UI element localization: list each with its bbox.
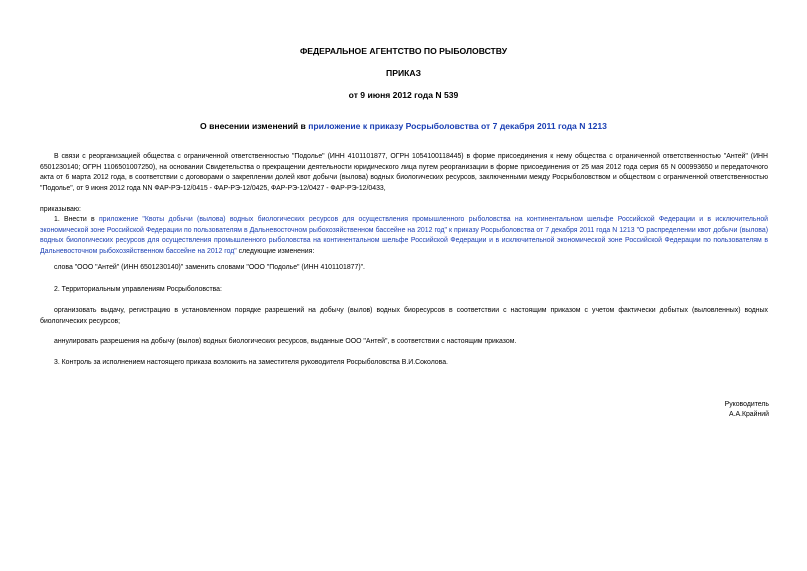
item-2a-paragraph: организовать выдачу, регистрацию в установленном порядке разрешений на добычу (вылов) водных биоресурсов в соответствии с настоящим приказом с учетом фактически добытых (выловленных) водных биологических ресурсов; [40,307,768,325]
document-type: ПРИКАЗ [386,68,421,78]
item-2-paragraph: 2. Территориальным управлениям Росрыболовства: [54,286,222,293]
preamble-paragraph: В связи с реорганизацией общества с ограниченной ответственностью "Подолье" (ИНН 4101101877, ОГРН 1054100118445) в форме присоединения к нему общества с ограниченной ответственностью "Антей" (ИНН 6501230140; ОГРН 1106501007250), на основании Свидетельства о прекращении деятельности юридического лица путем реорганизации в форме присоединения от 25 мая 2012 года серия 65 N 000993650 и передаточного акта от 6 марта 2012 года, в соответствии с договорами о закреплении долей квот добычи (вылова) водных биологических ресурсов, заключенными между Росрыболовством и обществом с ограниченной ответственностью "Подолье", от 9 июня 2012 года NN ФАР-РЭ-12/0415 - ФАР-РЭ-12/0425, ФАР-РЭ-12/0427 - ФАР-РЭ-12/0433, [40,153,768,192]
replace-line: слова "ООО "Антей" (ИНН 6501230140)" заменить словами "ООО "Подолье" (ИНН 4101101877)". [54,264,365,271]
item-3-paragraph: 3. Контроль за исполнением настоящего приказа возложить на заместителя руководителя Росрыболовства В.И.Соколова. [54,359,448,366]
item-1-link[interactable]: приложение "Квоты добычи (вылова) водных биологических ресурсов для осуществления промышленного рыболовства на континентальном шельфе Российской Федерации и в исключительной экономической зоне Российской Федерации по пользователям в Дальневосточном рыбохозяйственном бассейне на 2012 год" к приказу Росрыболовства от 7 декабря 2011 года N 1213 "О распределении квот добычи (вылова) водных биологических ресурсов для осуществления промышленного рыболовства на континентальном шельфе Российской Федерации и в исключительной экономической зоне Российской Федерации по пользователям в Дальневосточном рыбохозяйственном бассейне на 2012 год" [40,216,768,255]
order-word: приказываю: [40,206,81,213]
item-1-paragraph [40,215,768,257]
document-subject [0,121,807,132]
subject-link[interactable]: приложение к приказу Росрыболовства от 7 декабря 2011 года N 1213 [308,121,607,131]
agency-title: ФЕДЕРАЛЬНОЕ АГЕНТСТВО ПО РЫБОЛОВСТВУ [299,46,508,56]
subject-prefix: О внесении изменений в [200,121,309,131]
signature-title: Руководитель [724,401,769,408]
document-date-number: от 9 июня 2012 года N 539 [348,90,459,100]
item-2b-paragraph: аннулировать разрешения на добычу (вылов) водных биологических ресурсов, выданные ООО "Антей", в соответствии с настоящим приказом. [54,338,517,345]
item-1-prefix: 1. Внести в [54,216,99,223]
item-1-suffix: следующие изменения: [236,247,315,255]
signature-name: А.А.Крайний [728,411,769,418]
